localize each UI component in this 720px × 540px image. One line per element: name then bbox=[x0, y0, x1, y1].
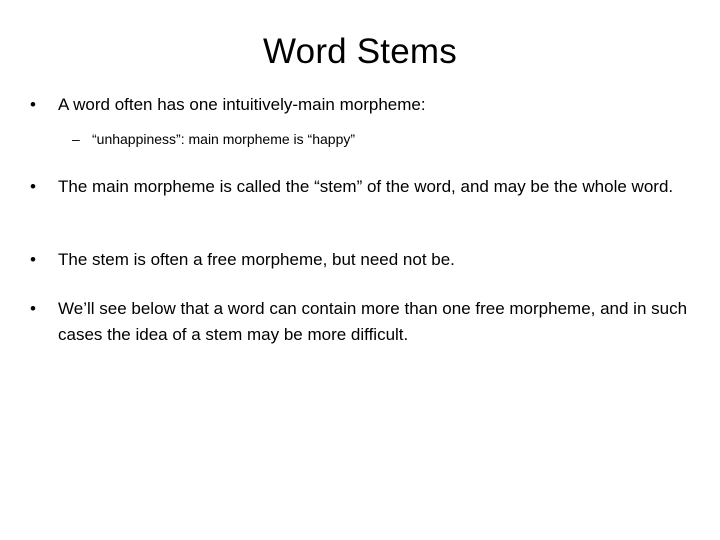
sub-bullet-item bbox=[72, 128, 672, 150]
bullet-item bbox=[30, 92, 690, 118]
bullet-dot: • bbox=[30, 299, 36, 318]
bullet-item bbox=[30, 174, 690, 200]
bullet-dot: • bbox=[30, 95, 36, 114]
slide-title: Word Stems bbox=[263, 32, 457, 71]
bullet-text: The stem is often a free morpheme, but need not be. bbox=[58, 250, 455, 269]
bullet-text: A word often has one intuitively-main morpheme: bbox=[58, 95, 426, 114]
sub-bullet-dash: – bbox=[72, 131, 80, 147]
sub-bullet-text: “unhappiness”: main morpheme is “happy” bbox=[92, 131, 356, 147]
bullet-item bbox=[30, 296, 690, 348]
bullet-item bbox=[30, 247, 690, 273]
bullet-text: The main morpheme is called the “stem” of the word, and may be the whole word. bbox=[58, 177, 674, 196]
bullet-dot: • bbox=[30, 250, 36, 269]
bullet-text: We’ll see below that a word can contain more than one free morpheme, and in such cases the idea of a stem may be more difficult. bbox=[58, 299, 688, 344]
bullet-dot: • bbox=[30, 177, 36, 196]
